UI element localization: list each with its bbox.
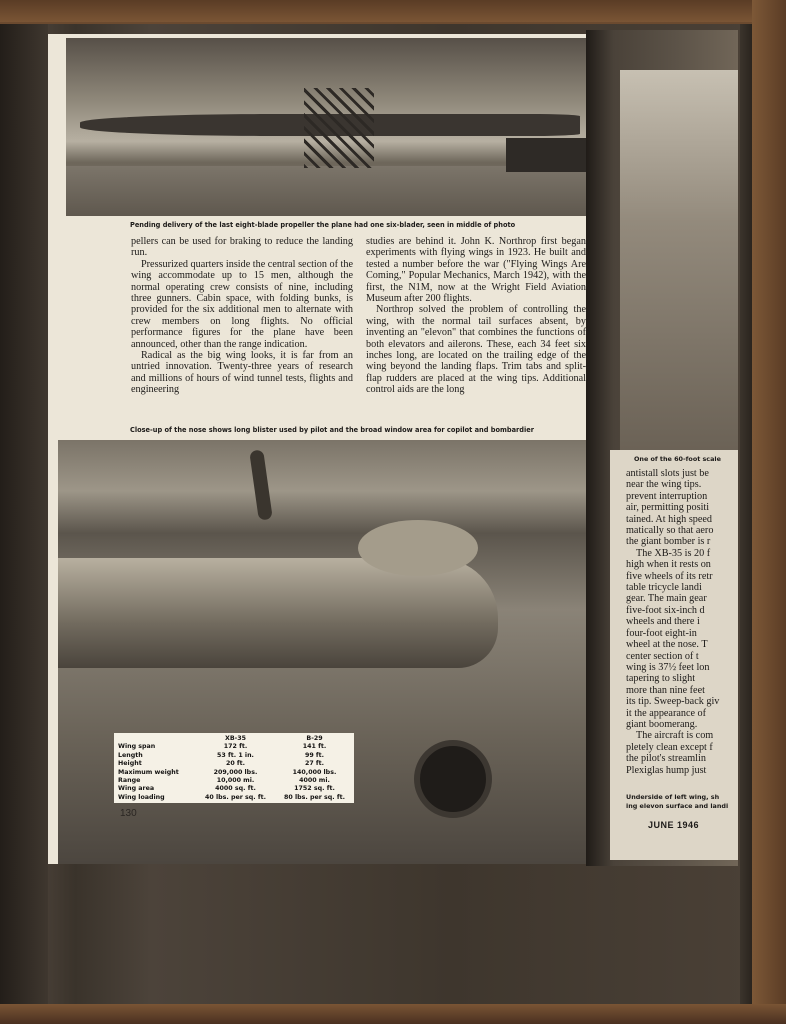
photo-flying-wing-side-view xyxy=(66,38,586,216)
spec-comparison-table xyxy=(114,733,354,803)
article-column-2 xyxy=(366,236,586,396)
facing-line: five-foot six-inch d xyxy=(626,604,705,616)
caption-top-photo: Pending delivery of the last eight-blade propeller the plane had one six-blader, seen in middle of photo xyxy=(130,221,516,229)
facing-line: high when it rests on xyxy=(626,559,711,571)
col2-paragraph: Northrop solved the problem of controlling the wing, with the normal tail surfaces absent, by inventing an "elevon" that combines the functions of both elevators and ailerons. These, each 34 feet six inches long, are located on the trailing edge of the wing beyond the landing flaps. Trim tabs and split-flap rudders are placed at the wing tips. Additional control aids are the long xyxy=(366,304,586,396)
spec-value: 99 ft. xyxy=(304,751,325,759)
facing-caption-top: One of the 60-foot scale xyxy=(634,455,721,463)
spec-value: 53 ft. 1 in. xyxy=(217,751,254,759)
facing-line: The aircraft is com xyxy=(636,730,714,742)
facing-line: wheel at the nose. T xyxy=(626,639,708,651)
facing-line: air, permitting positi xyxy=(626,502,710,514)
issue-date: JUNE 1946 xyxy=(648,820,700,830)
photo-nose-wheel xyxy=(414,740,492,818)
facing-line: prevent interruption xyxy=(626,490,708,502)
facing-line: tapering to slight xyxy=(626,673,696,685)
photo-nose-blister xyxy=(358,520,478,576)
page-number: 130 xyxy=(120,808,137,819)
spec-value: 20 ft. xyxy=(225,760,246,768)
spec-header-xb35: XB-35 xyxy=(224,735,247,742)
spec-header-row xyxy=(118,735,354,743)
spec-value: 172 ft. xyxy=(223,743,248,751)
wood-background-bottom xyxy=(0,1004,786,1024)
photo-hangar xyxy=(506,138,586,172)
facing-line: the giant bomber is r xyxy=(626,536,711,548)
facing-line: wheels and there i xyxy=(626,616,700,628)
facing-page-column xyxy=(626,468,738,776)
facing-line: antistall slots just be xyxy=(626,468,709,479)
spec-row xyxy=(118,769,354,777)
spec-label: Wing span xyxy=(118,743,156,751)
facing-line: it the appearance of xyxy=(626,707,707,719)
wood-background-right xyxy=(752,0,786,1024)
facing-line: five wheels of its retr xyxy=(626,570,713,582)
facing-line: giant boomerang. xyxy=(626,718,698,730)
facing-line: near the wing tips. xyxy=(626,479,702,491)
photo-boarding-stairs xyxy=(304,88,374,168)
facing-line: the pilot's streamlin xyxy=(626,753,706,765)
facing-caption-bottom-line-2: ing elevon surface and landi xyxy=(626,802,729,810)
spec-row xyxy=(118,777,354,785)
facing-line: pletely clean except f xyxy=(626,741,713,753)
spec-label: Range xyxy=(118,777,141,785)
spec-value: 4000 sq. ft. xyxy=(215,785,256,793)
left-margin-shadow xyxy=(0,24,48,1004)
facing-line: wing is 37½ feet lon xyxy=(626,661,710,673)
spec-row xyxy=(118,794,354,802)
spec-label: Wing area xyxy=(118,785,155,793)
spec-label: Height xyxy=(118,760,142,768)
spec-value: 80 lbs. per sq. ft. xyxy=(283,793,345,801)
facing-caption-bottom-line-1: Underside of left wing, sh xyxy=(626,793,720,801)
spec-value: 140,000 lbs. xyxy=(292,768,337,776)
spec-value: 1752 sq. ft. xyxy=(294,785,335,793)
spec-value: 4000 mi. xyxy=(299,777,330,785)
spec-row xyxy=(118,760,354,768)
spec-row xyxy=(118,752,354,760)
col1-paragraph: Radical as the big wing looks, it is far from an untried innovation. Twenty-three years of research and millions of hours of wind tunnel tests, flights and engineering xyxy=(131,350,353,396)
facing-line: center section of t xyxy=(626,650,699,662)
facing-page-photo xyxy=(620,70,738,450)
spec-value: 27 ft. xyxy=(304,760,325,768)
wood-background-top xyxy=(0,0,786,22)
spec-label: Maximum weight xyxy=(118,768,179,776)
spec-value: 209,000 lbs. xyxy=(213,768,258,776)
facing-line: more than nine feet xyxy=(626,684,705,696)
article-column-1 xyxy=(131,236,353,396)
col1-paragraph: Pressurized quarters inside the central section of the wing accommodate up to 15 men, although the normal operating crew consists of nine, including three gunners. Cabin space, with folding bunks, is provided for the six additional men to alternate with crew members on long flights. No official performance figures for the plane have been announced, other than the range indication. xyxy=(131,258,353,350)
facing-line: four-foot eight-in xyxy=(626,627,697,639)
facing-line: its tip. Sweep-back giv xyxy=(626,696,720,708)
facing-line: matically so that aero xyxy=(626,525,714,537)
spec-value: 40 lbs. per sq. ft. xyxy=(204,793,266,801)
spec-label: Wing loading xyxy=(118,793,165,801)
spec-row xyxy=(118,785,354,793)
caption-middle-photo: Close-up of the nose shows long blister used by pilot and the broad window area for copilot and bombardier xyxy=(130,426,534,434)
col2-paragraph: studies are behind it. John K. Northrop first began experiments with flying wings in 1923. He built and tested a number before the war ("Flying Wings Are Coming," Popular Mechanics, March 1942), with the first, the N1M, now at the Wright Field Aviation Museum after 200 flights. xyxy=(366,236,586,305)
right-margin-shadow xyxy=(740,24,752,1004)
spec-header-cell xyxy=(118,735,196,743)
spec-row xyxy=(118,743,354,751)
spec-value: 141 ft. xyxy=(302,743,327,751)
photo-ground xyxy=(66,166,586,216)
photo-propeller-blade xyxy=(249,449,273,520)
spec-header-b29: B-29 xyxy=(306,735,323,742)
facing-line: Plexiglas hump just xyxy=(626,764,707,776)
facing-line: table tricycle landi xyxy=(626,582,702,594)
spec-label: Length xyxy=(118,751,143,759)
facing-line: gear. The main gear xyxy=(626,593,707,605)
facing-line: tained. At high speed xyxy=(626,513,713,525)
col1-paragraph: pellers can be used for braking to reduce the landing run. xyxy=(131,236,353,259)
spec-value: 10,000 mi. xyxy=(216,777,255,785)
facing-line: The XB-35 is 20 f xyxy=(636,547,711,559)
